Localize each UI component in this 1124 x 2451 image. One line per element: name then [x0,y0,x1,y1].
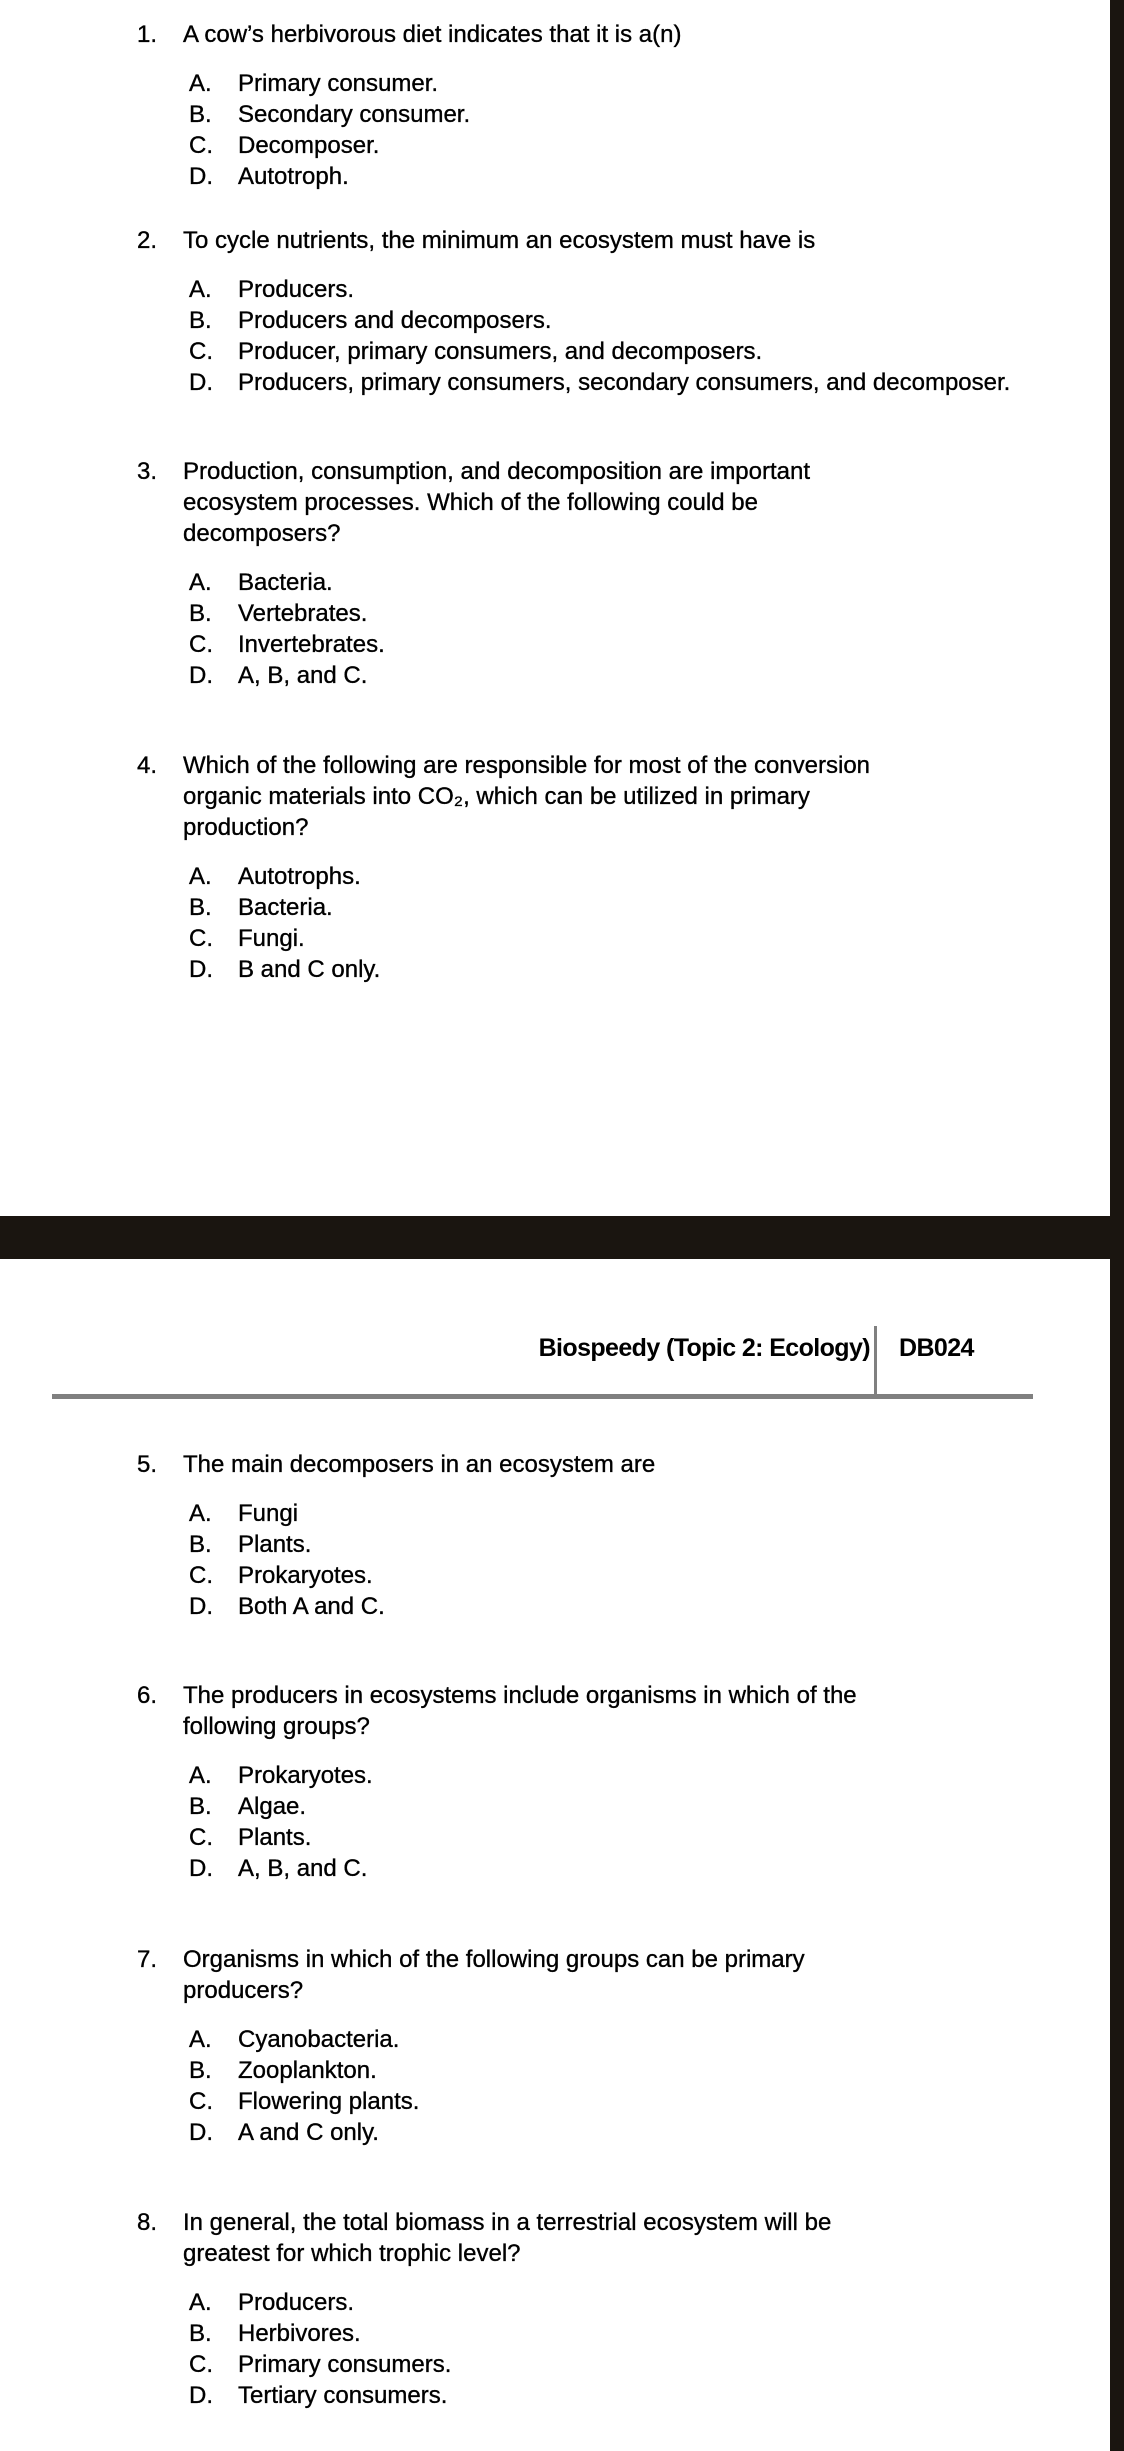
option-text: Producers and decomposers. [238,307,552,334]
option-letter: C. [189,631,213,658]
option-letter: C. [189,2351,213,2378]
answer-options [0,274,1100,398]
option-letter: A. [189,569,212,596]
question-7 [0,1944,1100,2148]
answer-option[interactable] [0,1529,1100,1560]
question-text-line: ecosystem processes. Which of the following could be [183,489,758,516]
question-number: 4. [137,752,158,779]
option-letter: B. [189,894,212,921]
option-letter: D. [189,956,213,983]
question-stem [0,19,1100,50]
question-5 [0,1449,1100,1622]
answer-options [0,567,1100,691]
option-letter: A. [189,2289,212,2316]
option-letter: A. [189,863,212,890]
option-text: Prokaryotes. [238,1762,373,1789]
option-text: A, B, and C. [238,662,368,689]
question-3 [0,456,1100,691]
question-number: 3. [137,458,158,485]
answer-option[interactable] [0,367,1100,398]
option-letter: B. [189,2057,212,2084]
question-stem [0,1680,1100,1742]
question-number: 1. [137,21,158,48]
question-text-line: A cow’s herbivorous diet indicates that it is a(n) [183,21,682,48]
question-text-line: The producers in ecosystems include organisms in which of the [183,1682,857,1709]
option-text: Invertebrates. [238,631,385,658]
option-letter: A. [189,2026,212,2053]
answer-option[interactable] [0,923,1100,954]
option-text: Cyanobacteria. [238,2026,400,2053]
answer-options [0,1760,1100,1884]
option-text: Fungi. [238,925,305,952]
option-letter: A. [189,1500,212,1527]
option-letter: D. [189,369,213,396]
option-text: Primary consumer. [238,70,439,97]
header-code: DB024 [899,1334,974,1362]
answer-option[interactable] [0,1560,1100,1591]
question-number: 5. [137,1451,158,1478]
option-letter: B. [189,101,212,128]
answer-option[interactable] [0,629,1100,660]
option-letter: B. [189,1793,212,1820]
answer-option[interactable] [0,660,1100,691]
option-text: Fungi [238,1500,299,1527]
question-stem [0,1449,1100,1480]
answer-option[interactable] [0,954,1100,985]
answer-option[interactable] [0,861,1100,892]
question-text-line: decomposers? [183,520,341,547]
option-text: Plants. [238,1824,312,1851]
option-letter: D. [189,1855,213,1882]
option-text: Producer, primary consumers, and decomposers. [238,338,763,365]
option-text: Autotroph. [238,163,349,190]
option-text: Producers. [238,276,355,303]
question-text-line: following groups? [183,1713,370,1740]
question-stem [0,225,1100,256]
option-letter: A. [189,276,212,303]
option-letter: D. [189,662,213,689]
answer-option[interactable] [0,2287,1100,2318]
answer-option[interactable] [0,2349,1100,2380]
question-number: 7. [137,1946,158,1973]
answer-option[interactable] [0,1591,1100,1622]
answer-option[interactable] [0,305,1100,336]
question-text-line: Organisms in which of the following groups can be primary [183,1946,805,1973]
question-6 [0,1680,1100,1884]
option-letter: B. [189,2320,212,2347]
option-text: Flowering plants. [238,2088,420,2115]
question-stem [0,2207,1100,2269]
option-text: Primary consumers. [238,2351,452,2378]
question-8 [0,2207,1100,2411]
answer-option[interactable] [0,1853,1100,1884]
answer-option[interactable] [0,598,1100,629]
question-text-line: producers? [183,1977,304,2004]
question-text-line: organic materials into CO₂, which can be utilized in primary [183,783,810,810]
option-letter: C. [189,2088,213,2115]
option-letter: C. [189,1824,213,1851]
answer-option[interactable] [0,2318,1100,2349]
option-text: Autotrophs. [238,863,361,890]
answer-option[interactable] [0,336,1100,367]
option-letter: C. [189,338,213,365]
answer-options [0,1498,1100,1622]
option-text: Bacteria. [238,569,333,596]
question-number: 2. [137,227,158,254]
page-header [0,1322,1124,1398]
question-stem [0,456,1100,549]
header-rule [52,1394,1033,1399]
answer-options [0,2287,1100,2411]
option-letter: A. [189,70,212,97]
question-2 [0,225,1100,398]
page-separator-band [0,1216,1124,1259]
option-letter: C. [189,925,213,952]
answer-option[interactable] [0,274,1100,305]
option-text: A and C only. [238,2119,379,2146]
question-text-line: The main decomposers in an ecosystem are [183,1451,656,1478]
answer-option[interactable] [0,1822,1100,1853]
option-text: Zooplankton. [238,2057,377,2084]
answer-option[interactable] [0,1498,1100,1529]
question-text-line: Production, consumption, and decomposition are important [183,458,811,485]
answer-option[interactable] [0,161,1100,192]
option-letter: C. [189,1562,213,1589]
option-letter: B. [189,307,212,334]
option-text: Producers, primary consumers, secondary consumers, and decomposer. [238,369,1011,396]
option-text: B and C only. [238,956,381,983]
option-text: Tertiary consumers. [238,2382,448,2409]
header-title: Biospeedy (Topic 2: Ecology) [538,1334,870,1362]
option-letter: D. [189,2119,213,2146]
option-letter: B. [189,600,212,627]
question-text-line: production? [183,814,309,841]
option-text: Algae. [238,1793,307,1820]
answer-option[interactable] [0,99,1100,130]
option-letter: A. [189,1762,212,1789]
option-text: Plants. [238,1531,312,1558]
option-text: Vertebrates. [238,600,368,627]
question-number: 8. [137,2209,158,2236]
answer-option[interactable] [0,2055,1100,2086]
answer-option[interactable] [0,2024,1100,2055]
header-divider [874,1326,877,1398]
answer-option[interactable] [0,1791,1100,1822]
answer-option[interactable] [0,2086,1100,2117]
question-stem [0,750,1100,843]
option-letter: D. [189,2382,213,2409]
question-1 [0,19,1100,192]
option-text: Secondary consumer. [238,101,471,128]
question-text-line: To cycle nutrients, the minimum an ecosystem must have is [183,227,816,254]
answer-option[interactable] [0,567,1100,598]
answer-option[interactable] [0,1760,1100,1791]
option-text: Decomposer. [238,132,380,159]
option-text: Herbivores. [238,2320,361,2347]
answer-option[interactable] [0,2380,1100,2411]
answer-options [0,68,1100,192]
answer-option[interactable] [0,130,1100,161]
answer-option[interactable] [0,892,1100,923]
option-text: Bacteria. [238,894,333,921]
question-4 [0,750,1100,985]
option-letter: D. [189,163,213,190]
question-stem [0,1944,1100,2006]
option-letter: D. [189,1593,213,1620]
question-text-line: Which of the following are responsible for most of the conversion [183,752,871,779]
answer-options [0,861,1100,985]
option-text: A, B, and C. [238,1855,368,1882]
option-letter: C. [189,132,213,159]
answer-options [0,2024,1100,2148]
answer-option[interactable] [0,68,1100,99]
answer-option[interactable] [0,2117,1100,2148]
question-text-line: In general, the total biomass in a terrestrial ecosystem will be [183,2209,832,2236]
option-text: Producers. [238,2289,355,2316]
option-text: Both A and C. [238,1593,385,1620]
option-text: Prokaryotes. [238,1562,373,1589]
question-number: 6. [137,1682,158,1709]
question-text-line: greatest for which trophic level? [183,2240,521,2267]
option-letter: B. [189,1531,212,1558]
